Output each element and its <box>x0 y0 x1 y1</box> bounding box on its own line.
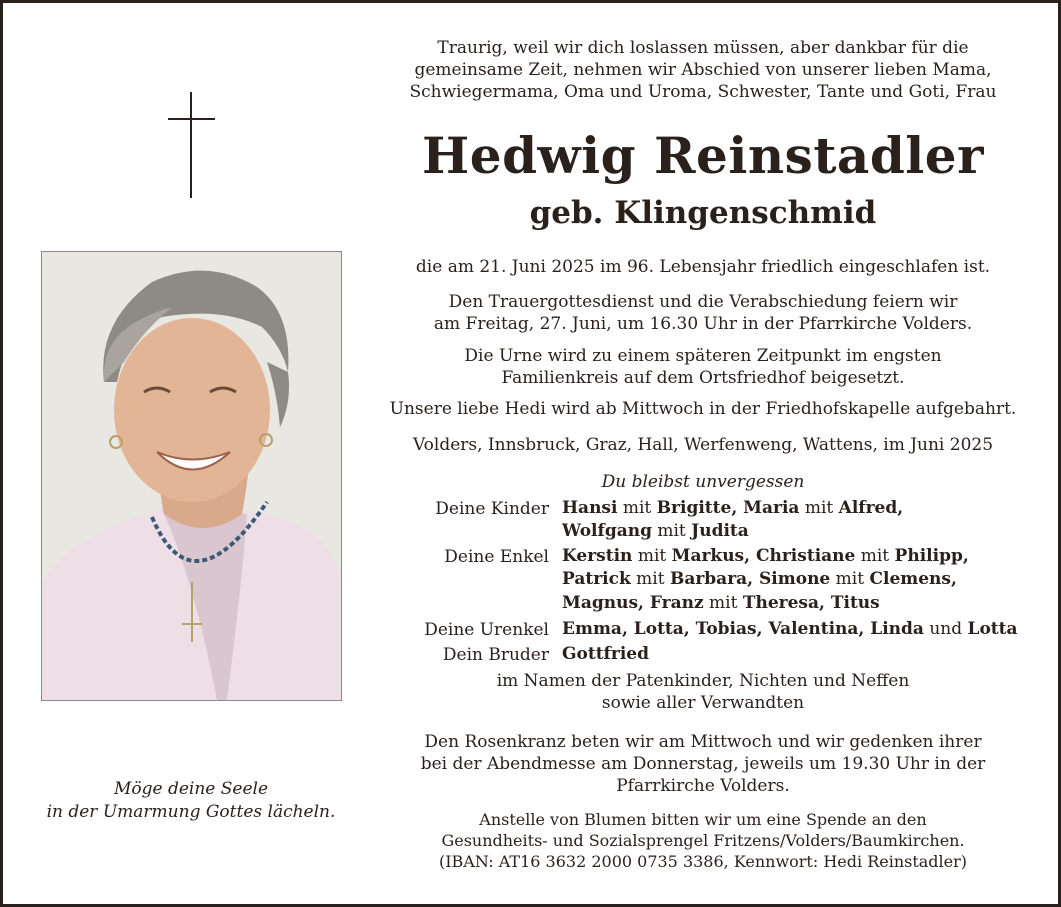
name-connector: mit <box>617 498 657 518</box>
motto <box>23 778 359 824</box>
motto-line: Möge deine Seele <box>113 779 269 799</box>
service-info <box>383 291 1023 335</box>
relative-name: Barbara, Simone <box>669 569 831 589</box>
relative-name: Kerstin <box>562 546 633 566</box>
relative-name: Philipp, <box>894 546 969 566</box>
relative-name: Markus, Christiane <box>671 546 856 566</box>
rosary-line: Pfarrkirche Volders. <box>616 776 790 796</box>
viewing-info: Unsere liebe Hedi wird ab Mittwoch in der Friedhofskapelle aufgebahrt. <box>389 399 1017 419</box>
relative-name: Lotta <box>967 619 1018 639</box>
unforgotten: Du bleibst unvergessen <box>601 472 805 492</box>
name-connector: mit <box>632 546 672 566</box>
enkel-names <box>562 545 1032 568</box>
rosary-line: bei der Abendmesse am Donnerstag, jeweils um 19.30 Uhr in der <box>420 754 986 774</box>
maiden-name: geb. Klingenschmid <box>529 195 877 231</box>
kinder-names <box>562 520 1032 543</box>
relative-name: Theresa, Titus <box>742 593 880 613</box>
urenkel-label: Deine Urenkel <box>424 620 549 640</box>
name-connector: mit <box>855 546 895 566</box>
relatives-line: sowie aller Verwandten <box>601 693 805 713</box>
rosary-line: Den Rosenkranz beten wir am Mittwoch und wir gedenken ihrer <box>424 732 982 752</box>
urn-line: Die Urne wird zu einem späteren Zeitpunkt im engsten <box>464 346 942 366</box>
relative-name: Gottfried <box>562 644 649 664</box>
kinder-label: Deine Kinder <box>435 499 549 519</box>
rosary-info <box>383 731 1023 797</box>
relative-name: Magnus, Franz <box>562 593 704 613</box>
relative-name: Hansi <box>562 498 618 518</box>
relative-name: Judita <box>691 521 749 541</box>
bruder-label: Dein Bruder <box>442 645 549 665</box>
relatives-text <box>383 670 1023 714</box>
name-connector: mit <box>703 593 743 613</box>
donation-line: Anstelle von Blumen bitten wir um eine Spende an den <box>479 810 927 829</box>
name-connector: mit <box>651 521 692 541</box>
donation-line: Gesundheits- und Sozialsprengel Fritzens/Volders/Baumkirchen. <box>441 831 965 850</box>
relative-name: Clemens, <box>869 569 957 589</box>
intro-line: Traurig, weil wir dich loslassen müssen, aber dankbar für die <box>437 38 969 58</box>
kinder-names <box>562 497 1032 520</box>
name-connector: und <box>923 619 968 639</box>
intro-line: Schwiegermama, Oma und Uroma, Schwester, Tante und Goti, Frau <box>409 82 997 102</box>
death-notice: die am 21. Juni 2025 im 96. Lebensjahr friedlich eingeschlafen ist. <box>415 257 991 277</box>
enkel-names <box>562 568 1032 591</box>
relative-name: Wolfgang <box>562 521 652 541</box>
relatives-line: im Namen der Patenkinder, Nichten und Neffen <box>496 671 910 691</box>
urn-line: Familienkreis auf dem Ortsfriedhof beigesetzt. <box>501 368 905 388</box>
enkel-names <box>562 592 1032 615</box>
motto-line: in der Umarmung Gottes lächeln. <box>46 802 336 822</box>
intro-line: gemeinsame Zeit, nehmen wir Abschied von unserer lieben Mama, <box>414 60 992 80</box>
intro-text <box>383 37 1023 103</box>
relative-name: Emma, Lotta, Tobias, Valentina, Linda <box>562 619 924 639</box>
bruder-names <box>562 643 1032 666</box>
donation-info <box>383 809 1023 872</box>
service-line: Den Trauergottesdienst und die Verabschiedung feiern wir <box>448 292 958 312</box>
urenkel-names <box>562 618 1032 641</box>
urn-info <box>383 345 1023 389</box>
place-date: Volders, Innsbruck, Graz, Hall, Werfenweng, Wattens, im Juni 2025 <box>412 435 994 455</box>
name-connector: mit <box>799 498 839 518</box>
enkel-label: Deine Enkel <box>444 547 549 567</box>
relative-name: Alfred, <box>838 498 904 518</box>
name-connector: mit <box>830 569 870 589</box>
donation-line: (IBAN: AT16 3632 2000 0735 3386, Kennwort: Hedi Reinstadler) <box>438 852 968 871</box>
deceased-name: Hedwig Reinstadler <box>422 126 984 185</box>
relative-name: Patrick <box>562 569 631 589</box>
service-line: am Freitag, 27. Juni, um 16.30 Uhr in der Pfarrkirche Volders. <box>433 314 973 334</box>
name-connector: mit <box>630 569 670 589</box>
relative-name: Brigitte, Maria <box>656 498 800 518</box>
